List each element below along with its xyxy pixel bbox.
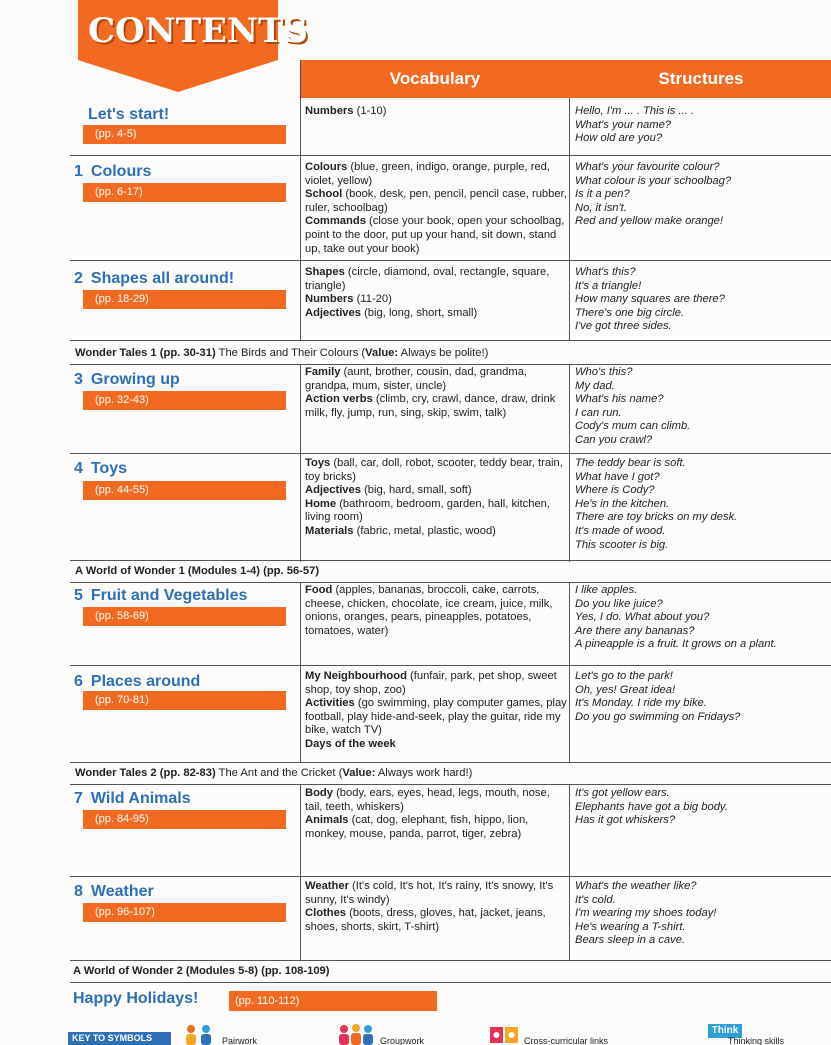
groupwork-icon: [336, 1024, 376, 1045]
vocabulary-cell: [305, 266, 568, 320]
divider: [300, 784, 301, 960]
vocabulary-cell: [305, 880, 568, 934]
vocabulary-cell: [305, 457, 568, 539]
vocabulary-cell: [305, 105, 568, 119]
divider: [70, 582, 831, 583]
cell-line: Clothes (boots, dress, gloves, hat, jacket, jeans, shoes, shorts, skirt, T-shirt): [305, 907, 546, 933]
module-pages: (pp. 70-81): [83, 691, 286, 710]
section-line: Wonder Tales 2 (pp. 82-83) The Ant and the Cricket (Value: Always work hard!): [75, 767, 473, 779]
cell-line: Are there any bananas?: [575, 624, 695, 637]
divider: [70, 340, 831, 341]
cell-line: Bears sleep in a cave.: [575, 934, 686, 947]
cell-line: Adjectives (big, long, short, small): [305, 306, 478, 319]
cell-line: Weather (It's cold, It's hot, It's rainy, It's snowy, It's sunny, It's windy): [305, 880, 554, 906]
cell-line: School (book, desk, pen, pencil, pencil case, rubber, ruler, schoolbag): [305, 188, 567, 214]
structures-cell: [575, 457, 825, 552]
cell-line: Is it a pen?: [575, 188, 630, 201]
cell-line: Cody's mum can climb.: [575, 420, 691, 433]
happy-holidays-title: Happy Holidays!: [73, 990, 199, 1007]
structures-cell: [575, 266, 825, 334]
divider: [300, 582, 301, 762]
module-pages: (pp. 18-29): [83, 290, 286, 309]
module-pages: (pp. 44-55): [83, 481, 286, 500]
cell-line: Oh, yes! Great idea!: [575, 683, 676, 696]
section-line: Wonder Tales 1 (pp. 30-31) The Birds and Their Colours (Value: Always be polite!): [75, 347, 489, 359]
cell-line: Let's go to the park!: [575, 670, 673, 682]
groupwork-label: Groupwork: [380, 1036, 425, 1045]
thinking-label: Thinking skills: [728, 1036, 785, 1045]
divider: [300, 60, 301, 340]
cell-line: What colour is your schoolbag?: [575, 174, 732, 187]
cell-line: Body (body, ears, eyes, head, legs, mouth, nose, tail, teeth, whiskers): [305, 787, 550, 813]
divider: [70, 960, 831, 961]
key-to-symbols: KEY TO SYMBOLS: [68, 1032, 171, 1045]
module-pages: (pp. 84-95): [83, 810, 286, 829]
banner-tip: [78, 60, 278, 92]
cell-line: This scooter is big.: [575, 538, 669, 551]
structures-cell: [575, 161, 825, 229]
divider: [569, 784, 570, 960]
cell-line: Elephants have got a big body.: [575, 800, 728, 813]
cell-line: I'm wearing my shoes today!: [575, 907, 717, 920]
cell-line: Toys (ball, car, doll, robot, scooter, teddy bear, train, toy bricks): [305, 457, 563, 483]
module-pages: (pp. 96-107): [83, 903, 286, 922]
module-title: 5 Fruit and Vegetables: [74, 587, 248, 604]
cell-line: How old are you?: [575, 132, 663, 145]
module-pages: (pp. 32-43): [83, 391, 286, 410]
cell-line: Do you go swimming on Fridays?: [575, 710, 741, 723]
module-title: 7 Wild Animals: [74, 790, 191, 807]
cell-line: Can you crawl?: [575, 433, 653, 446]
cell-line: The teddy bear is soft.: [575, 457, 686, 469]
cell-line: What's your name?: [575, 118, 672, 131]
cell-line: I've got three sides.: [575, 320, 672, 333]
cell-line: Hello, I'm ... . This is ... .: [575, 105, 695, 117]
section-line: A World of Wonder 2 (Modules 5-8) (pp. 108-109): [73, 965, 330, 977]
structures-cell: [575, 105, 825, 146]
cell-line: What's your favourite colour?: [575, 161, 720, 173]
divider: [300, 364, 301, 562]
cell-line: Who's this?: [575, 366, 633, 378]
section-line: A World of Wonder 1 (Modules 1-4) (pp. 56-57): [75, 565, 320, 577]
cell-line: Days of the week: [305, 737, 396, 750]
structures-cell: [575, 880, 825, 948]
cell-line: Adjectives (big, hard, small, soft): [305, 484, 472, 497]
module-pages: (pp. 58-69): [83, 607, 286, 626]
cell-line: It's cold.: [575, 893, 616, 906]
module-title: 3 Growing up: [74, 371, 180, 388]
cell-line: Shapes (circle, diamond, oval, rectangle, square, triangle): [305, 266, 550, 292]
cell-line: I can run.: [575, 406, 622, 419]
divider: [70, 453, 831, 454]
cell-line: There's one big circle.: [575, 306, 685, 319]
module-title: Let's start!: [88, 106, 170, 123]
divider: [70, 260, 831, 261]
cell-line: Yes, I do. What about you?: [575, 611, 710, 624]
cross-curricular-icon: [490, 1024, 520, 1045]
pairwork-label: Pairwork: [222, 1036, 258, 1045]
divider: [70, 364, 831, 365]
structures-cell: [575, 670, 825, 724]
cell-line: Where is Cody?: [575, 484, 655, 497]
cell-line: A pineapple is a fruit. It grows on a plant.: [575, 638, 777, 651]
divider: [569, 98, 570, 340]
module-pages: (pp. 4-5): [83, 125, 286, 144]
cell-line: Colours (blue, green, indigo, orange, purple, red, violet, yellow): [305, 161, 551, 187]
cell-line: It's got yellow ears.: [575, 787, 670, 799]
structures-cell: [575, 584, 825, 652]
structures-header: Structures: [658, 69, 744, 88]
structures-cell: [575, 787, 825, 828]
cell-line: My Neighbourhood (funfair, park, pet shop, sweet shop, toy shop, zoo): [305, 670, 557, 696]
divider: [70, 876, 831, 877]
cell-line: Numbers (11-20): [305, 293, 392, 306]
divider: [70, 560, 831, 561]
pairwork-icon: [182, 1024, 218, 1045]
cell-line: It's made of wood.: [575, 524, 666, 537]
cell-line: Animals (cat, dog, elephant, fish, hippo, lion, monkey, mouse, panda, parrot, tiger, zebra): [305, 814, 529, 840]
cell-line: Do you like juice?: [575, 597, 663, 610]
vocabulary-cell: [305, 584, 568, 638]
cell-line: It's Monday. I ride my bike.: [575, 697, 707, 710]
vocabulary-cell: [305, 670, 568, 752]
cell-line: Home (bathroom, bedroom, garden, hall, kitchen, living room): [305, 497, 551, 524]
cell-line: How many squares are there?: [575, 293, 725, 306]
cell-line: Red and yellow make orange!: [575, 215, 724, 228]
module-title: 6 Places around: [74, 673, 201, 690]
module-title: 4 Toys: [74, 460, 128, 477]
module-pages: (pp. 6-17): [83, 183, 286, 202]
module-title: 2 Shapes all around!: [74, 270, 235, 287]
vocabulary-header: Vocabulary: [389, 69, 481, 88]
divider: [70, 982, 831, 983]
divider: [70, 155, 831, 156]
table-header: [301, 60, 831, 98]
cross-curricular-label: Cross-curricular links: [524, 1036, 609, 1045]
cell-line: What's this?: [575, 266, 636, 278]
cell-line: I like apples.: [575, 584, 638, 596]
vocabulary-cell: [305, 787, 568, 841]
divider: [70, 762, 831, 763]
cell-line: Has it got whiskers?: [575, 814, 676, 827]
cell-line: He's wearing a T-shirt.: [575, 920, 686, 933]
module-title: 1 Colours: [74, 163, 152, 180]
cell-line: Family (aunt, brother, cousin, dad, grandma, grandpa, mum, sister, uncle): [305, 366, 528, 392]
cell-line: What have I got?: [575, 470, 660, 483]
page-title: CONTENTS: [88, 11, 308, 51]
vocabulary-cell: [305, 161, 568, 256]
divider: [70, 665, 831, 666]
cell-line: Commands (close your book, open your schoolbag, point to the door, put up your hand, sit down, stand up, take out your book): [305, 215, 565, 255]
divider: [569, 364, 570, 562]
cell-line: There are toy bricks on my desk.: [575, 511, 738, 524]
divider: [70, 784, 831, 785]
cell-line: Activities (go swimming, play computer games, play football, play hide-and-seek, play the guitar, ride my bike, watch TV): [305, 697, 567, 737]
thinking-icon: Think: [708, 1024, 742, 1038]
cell-line: Action verbs (climb, cry, crawl, dance, draw, drink milk, fly, jump, run, sing, skip, swim, talk): [305, 393, 556, 419]
cell-line: It's a triangle!: [575, 279, 642, 292]
structures-cell: [575, 366, 825, 448]
happy-holidays-pages: (pp. 110-112): [229, 991, 437, 1011]
vocabulary-cell: [305, 366, 568, 420]
cell-line: Numbers (1-10): [305, 105, 387, 117]
module-title: 8 Weather: [74, 883, 154, 900]
cell-line: He's in the kitchen.: [575, 497, 670, 510]
cell-line: No, it isn't.: [575, 201, 627, 214]
cell-line: Food (apples, bananas, broccoli, cake, carrots, cheese, chicken, chocolate, ice cream, juice, milk, onions, oranges, pears, pineapples, potatoes, tomatoes, water): [305, 584, 553, 637]
cell-line: Materials (fabric, metal, plastic, wood): [305, 524, 496, 537]
cell-line: My dad.: [575, 379, 615, 392]
cell-line: What's his name?: [575, 393, 664, 406]
cell-line: What's the weather like?: [575, 880, 697, 892]
divider: [569, 582, 570, 762]
